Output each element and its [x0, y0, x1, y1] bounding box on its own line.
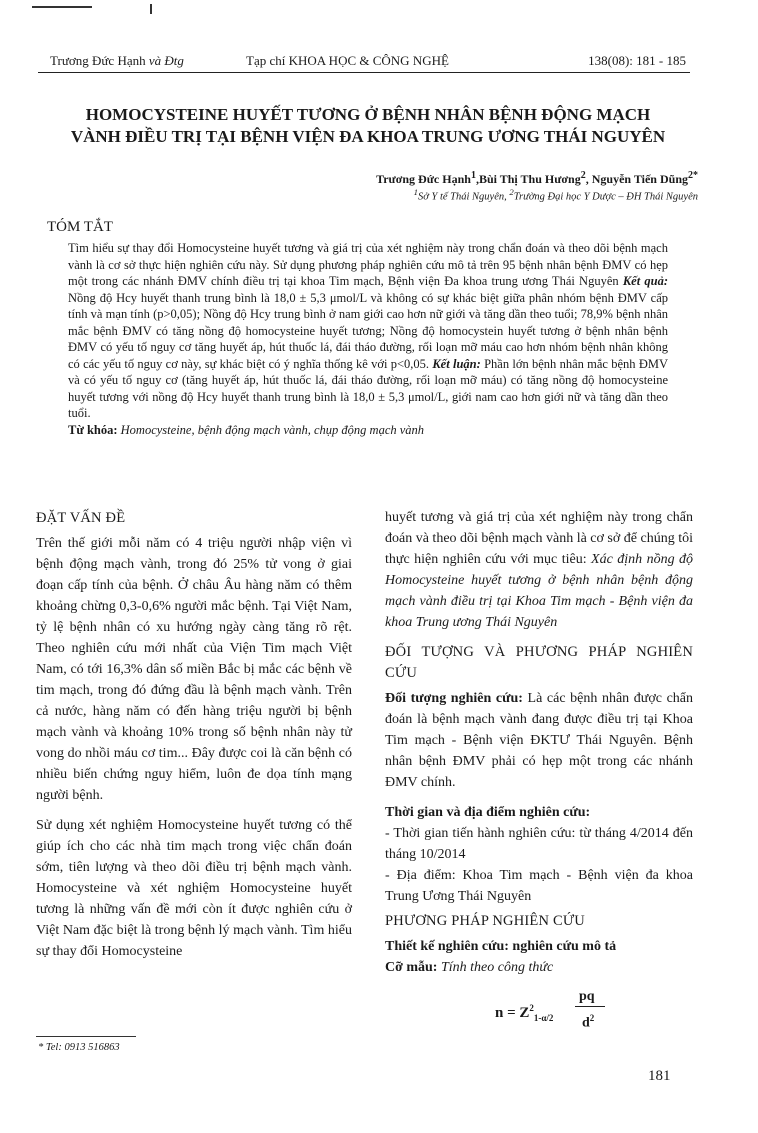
- left-column: [36, 508, 352, 962]
- formula-sup: 2: [529, 1003, 534, 1013]
- author-3: Nguyễn Tiến Dũng: [591, 172, 688, 186]
- formula-lhs-text: n = Z: [495, 1005, 530, 1021]
- header-author: Trương Đức Hạnh và Đtg: [50, 53, 184, 68]
- abstract-results-label: Kết quả:: [622, 274, 669, 288]
- sample-size-formula: [495, 986, 693, 1030]
- keywords-text: Homocysteine, bệnh động mạch vành, chụp động mạch vành: [120, 422, 425, 437]
- author-2-affil: 2: [580, 170, 586, 181]
- keywords: [68, 422, 668, 439]
- formula-den-text: d: [582, 1015, 590, 1031]
- affiliation-2-mark: 2: [509, 187, 514, 197]
- page-number: 181: [648, 1068, 671, 1084]
- author-2: Bùi Thị Thu Hương: [478, 172, 581, 186]
- formula-den-sup: 2: [589, 1013, 595, 1023]
- abstract-heading: TÓM TẮT: [47, 219, 113, 235]
- abstract-results: Nồng độ Hcy huyết thanh trung bình là 18,0 ± 5,3 μmol/L và không có sự khác biệt giữa phân nhóm bệnh ĐMV cấp tính và mạn tính (p>0,05); Nồng độ Hcy trung bình ở nam giới cao hơn nữ giới và tăng dần theo tuổi; 78,9% bệnh nhân mắc bệnh ĐMV có tăng nồng độ homocysteine huyết tương; Nồng độ homocystein huyết tương ở bệnh nhân bệnh ĐMV có yếu tố nguy cơ tăng huyết áp, hút thuốc lá, đái tháo đường, rối loạn mỡ máu cao hơn nhóm bệnh nhân không có các yếu tố nguy cơ này, sự khác biệt có ý nghĩa thống kê với p<0,05.: [68, 290, 668, 371]
- subjects-text: Là các bệnh nhân được chẩn đoán là bệnh mạch vành đang được điều trị tại Khoa Tim mạch - Bệnh viện ĐKTƯ Thái Nguyên. Bệnh nhân bệnh ĐMV phải có hẹp một trong các nhánh ĐMV chính.: [385, 691, 694, 790]
- formula-lhs: [495, 998, 553, 1029]
- subjects-paragraph: [385, 688, 693, 793]
- keywords-label: Từ khóa:: [68, 422, 118, 437]
- section-heading-method: PHƯƠNG PHÁP NGHIÊN CỨU: [385, 913, 585, 929]
- objective-paragraph: [385, 507, 693, 633]
- author-1: Trương Đức Hạnh: [376, 172, 471, 186]
- title-line-2: VÀNH ĐIỀU TRỊ TẠI BỆNH VIỆN ĐA KHOA TRUNG ƯƠNG THÁI NGUYÊN: [70, 127, 666, 146]
- author-3-affil: 2*: [688, 170, 698, 181]
- paper-title: [38, 104, 698, 148]
- intro-paragraph-1: Trên thế giới mỗi năm có 4 triệu người nhập viện vì bệnh động mạch vành, trong đó 25% tử vong ở giai đoạn cấp tính của bệnh. Ở châu Âu hàng năm có thêm khoảng chừng 0,3-0,6% người mắc bệnh. Tại Việt Nam, tỷ lệ bệnh nhân có xu hướng ngày càng tăng rõ rệt. Theo nghiên cứu mới nhất của Viện Tim mạch Việt Nam, có tới 16,3% dân số miền Bắc bị mắc các bệnh về tim mạch, trong đó đứng đầu là bệnh mạch vành. Trên cả nước, hàng năm có đến hàng triệu người bị bệnh mạch vành và khoảng 10% trong số bệnh nhân này tử vong do nhồi máu cơ tim... Đây được coi là căn bệnh có nhiều biến chứng nguy hiểm, luôn đe dọa tính mạng người bệnh.: [36, 536, 352, 803]
- affiliation-1-mark: 1: [413, 187, 419, 197]
- sample-size: [385, 957, 693, 978]
- abstract-conclusion-label: Kết luận:: [432, 356, 481, 371]
- footnote-text: Tel: 0913 516863: [45, 1042, 120, 1053]
- affiliation-2: Trường Đại học Y Dược – ĐH Thái Nguyên: [513, 191, 698, 203]
- formula-sub: 1-α/2: [533, 1013, 554, 1023]
- author-1-affil: 1: [470, 170, 476, 181]
- affiliation-1: Sở Y tế Thái Nguyên,: [418, 191, 507, 203]
- author-list: Trương Đức Hạnh$^1$,Bùi Thị Thu Hương$^2$, Nguyễn Tiến Dũng$^{2*}$: [376, 170, 698, 186]
- objective-italic: Xác định nồng độ Homocysteine huyết tương ở bệnh nhân bệnh động mạch vành điều trị tại Khoa Tim mạch - Bệnh viện đa khoa Trung ương Thái Nguyên: [385, 552, 694, 630]
- section-heading-intro: ĐẶT VẤN ĐỀ: [36, 510, 126, 526]
- formula-fraction-bar: [575, 1006, 605, 1007]
- formula-numerator: pq: [579, 989, 595, 1004]
- affiliations: [414, 187, 698, 203]
- formula-denominator: [582, 1008, 594, 1034]
- intro-paragraph-2: Sử dụng xét nghiệm Homocysteine huyết tương có thể giúp ích cho các nhà tim mạch trong việc chẩn đoán sớm, tiên lượng và theo dõi điều trị bệnh mạch vành. Homocysteine và xét nghiệm Homocysteine huyết tương là những vấn đề mới còn ít được nghiên cứu ở Việt Nam đặc biệt là trong bệnh lý mạch vành. Tìm hiểu sự thay đổi Homocysteine: [36, 818, 352, 959]
- subjects-label: Đối tượng nghiên cứu:: [385, 691, 523, 706]
- objective-text: huyết tương và giá trị của xét nghiệm này trong chẩn đoán và theo dõi bệnh mạch vành là cơ sở để chúng tôi thực hiện nghiên cứu với mục tiêu:: [385, 510, 693, 567]
- running-header: [38, 48, 690, 72]
- sample-text: Tính theo công thức: [440, 960, 554, 975]
- abstract-intro: Tìm hiểu sự thay đổi Homocysteine huyết tương và giá trị của xét nghiệm này trong chẩn đoán và theo dõi bệnh mạch vành là cơ sở thực hiện nghiên cứu này. Sử dụng phương pháp nghiên cứu mô tả trên 95 bệnh nhân bệnh ĐMV có hẹp một trong các nhánh ĐMV chính điều trị tại khoa Tim mạch, Bệnh viện Đa khoa trung ương Thái Nguyên: [68, 241, 668, 288]
- scan-artifact: [32, 6, 92, 8]
- section-heading-methods: ĐỐI TƯỢNG VÀ PHƯƠNG PHÁP NGHIÊN CỨU: [385, 644, 693, 681]
- time-text: - Thời gian tiến hành nghiên cứu: từ tháng 4/2014 đến tháng 10/2014: [385, 826, 693, 862]
- header-journal: Tạp chí KHOA HỌC & CÔNG NGHỆ: [246, 53, 449, 68]
- abstract-conclusion: Phần lớn bệnh nhân mắc bệnh ĐMV và có yếu tố nguy cơ (tăng huyết áp, hút thuốc lá, đái tháo đường, rối loạn mỡ máu) có tăng nồng độ homocysteine huyết tương với nồng độ Hcy huyết thanh trung bình là 18,0 ± 5,3 μmol/L, giới nam cao hơn giới nữ và tăng dần theo tuổi.: [68, 356, 669, 420]
- header-rule: [38, 72, 690, 73]
- sample-label: Cỡ mẫu:: [385, 960, 438, 975]
- scan-artifact: [150, 4, 152, 14]
- place-text: - Địa điểm: Khoa Tim mạch - Bệnh viện đa khoa Trung Ương Thái Nguyên: [385, 868, 693, 904]
- design-label: Thiết kế nghiên cứu: nghiên cứu mô tả: [385, 939, 617, 954]
- time-place-label: Thời gian và địa điểm nghiên cứu:: [385, 805, 591, 820]
- title-line-1: HOMOCYSTEINE HUYẾT TƯƠNG Ở BỆNH NHÂN BỆNH ĐỘNG MẠCH: [85, 105, 651, 124]
- footnote-rule: [36, 1036, 136, 1037]
- footnote: * Tel: 0913 516863: [38, 1042, 120, 1053]
- right-column: [385, 507, 693, 1030]
- abstract-body: [68, 240, 668, 438]
- header-pages: 138(08): 181 - 185: [588, 53, 686, 68]
